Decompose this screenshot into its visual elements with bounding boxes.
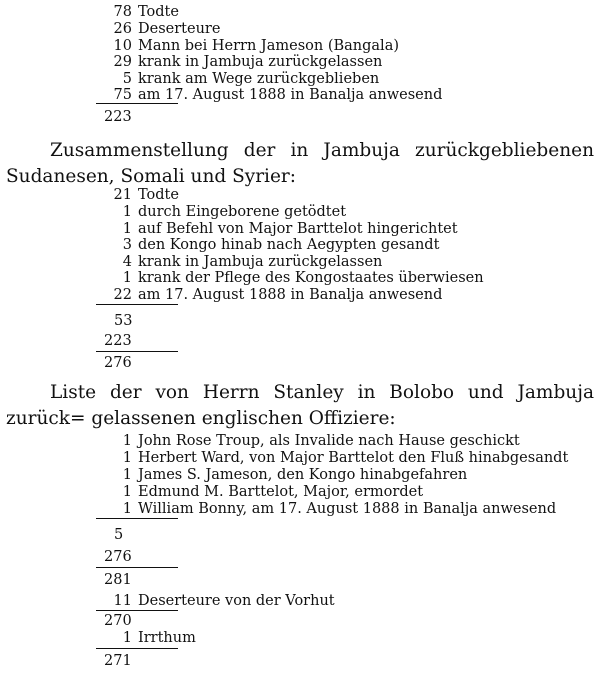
description: Todte [138, 4, 179, 20]
description: James S. Jameson, den Kongo hinabgefahren [138, 467, 468, 483]
subtotal: 5 [114, 527, 124, 543]
list-item [100, 4, 179, 20]
list-item [100, 450, 568, 466]
list-item [100, 254, 382, 270]
count: 1 [122, 484, 132, 500]
sum-rule [96, 518, 178, 519]
sum-rule [96, 648, 178, 649]
count: 26 [113, 21, 132, 37]
section-heading: Liste der von Herrn Stanley in Bolobo und Jambuja zurück= gelassenen englischen Offiziere: [6, 382, 594, 429]
subtotal: 276 [104, 549, 132, 565]
list-item [100, 71, 379, 87]
section-heading: Zusammenstellung der in Jambuja zurückgebliebenen Sudanesen, Somali und Syrier: [6, 140, 594, 187]
list-item [100, 433, 520, 449]
description: krank in Jambuja zurückgelassen [138, 254, 383, 270]
difference: 270 [104, 613, 132, 629]
deduction-item [100, 630, 196, 646]
count: 1 [122, 433, 132, 449]
list-item [100, 270, 484, 286]
count: 1 [122, 270, 132, 286]
count: 1 [122, 221, 132, 237]
final-total: 271 [104, 653, 132, 669]
count: 4 [122, 254, 132, 270]
description: durch Eingeborene getödtet [138, 204, 347, 220]
description: Mann bei Herrn Jameson (Bangala) [138, 38, 399, 54]
sum-total: 223 [104, 109, 132, 125]
description: Edmund M. Barttelot, Major, ermordet [138, 484, 424, 500]
list-item [100, 484, 423, 500]
count: 1 [122, 204, 132, 220]
deduction-item [100, 593, 335, 609]
description: am 17. August 1888 in Banalja anwesend [138, 87, 443, 103]
count: 22 [113, 287, 132, 303]
list-item [100, 38, 399, 54]
count: 29 [113, 54, 132, 70]
description: Deserteure von der Vorhut [138, 593, 335, 609]
count: 10 [113, 38, 132, 54]
count: 11 [113, 593, 132, 609]
count: 1 [122, 630, 132, 646]
list-item [100, 21, 220, 37]
description: Deserteure [138, 21, 221, 37]
description: Irrthum [138, 630, 196, 646]
description: William Bonny, am 17. August 1888 in Banalja anwesend [138, 501, 557, 517]
description: krank der Pflege des Kongostaates überwiesen [138, 270, 484, 286]
sum-rule [96, 103, 178, 104]
count: 1 [122, 450, 132, 466]
count: 75 [113, 87, 132, 103]
list-item [100, 204, 346, 220]
description: den Kongo hinab nach Aegypten gesandt [138, 237, 440, 253]
sum-total: 276 [104, 355, 132, 371]
description: am 17. August 1888 in Banalja anwesend [138, 287, 443, 303]
subtotal: 223 [104, 333, 132, 349]
sum-rule [96, 610, 178, 611]
count: 78 [113, 4, 132, 20]
sum-rule [96, 567, 178, 568]
description: Herbert Ward, von Major Barttelot den Fluß hinabgesandt [138, 450, 569, 466]
description: auf Befehl von Major Barttelot hingerichtet [138, 221, 458, 237]
description: krank am Wege zurückgeblieben [138, 71, 380, 87]
count: 21 [113, 187, 132, 203]
count: 3 [122, 237, 132, 253]
list-item [100, 237, 439, 253]
list-item [100, 287, 442, 303]
count: 5 [122, 71, 132, 87]
description: krank in Jambuja zurückgelassen [138, 54, 383, 70]
list-item [100, 221, 458, 237]
sum-rule [96, 304, 178, 305]
count: 1 [122, 467, 132, 483]
list-item [100, 501, 556, 517]
list-item [100, 467, 467, 483]
sum-total: 281 [104, 572, 132, 588]
subtotal: 53 [114, 313, 133, 329]
list-item [100, 87, 442, 103]
sum-rule [96, 351, 178, 352]
description: Todte [138, 187, 179, 203]
count: 1 [122, 501, 132, 517]
description: John Rose Troup, als Invalide nach Hause geschickt [138, 433, 520, 449]
list-item [100, 187, 179, 203]
list-item [100, 54, 382, 70]
